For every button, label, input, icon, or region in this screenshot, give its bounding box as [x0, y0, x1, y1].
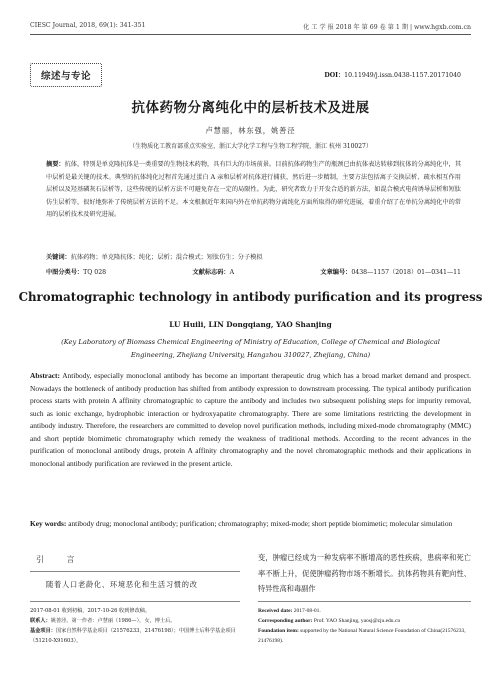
footnote-received-cn: 2017-08-01 收到初稿，2017-10-26 收到修改稿。	[30, 608, 151, 614]
doc-code-item	[192, 267, 234, 276]
keywords-cn-text: 抗体药物；单克隆抗体；纯化；层析；混合模式；短肽仿生；分子模拟	[70, 254, 263, 261]
abstract-cn	[46, 159, 461, 222]
fund-text-cn: 国家自然科学基金项目（21576233，21476198）；中国博士后科学基金项目（51210-X91603）。	[30, 628, 236, 644]
article-number-label: 文章编号：	[320, 269, 352, 276]
journal-citation: CIESC Journal, 2018, 69(1): 341-351	[30, 22, 146, 29]
abstract-cn-label: 摘要：	[46, 161, 65, 168]
footnote-rule-left	[30, 601, 240, 602]
received-date: 2017-08-01.	[293, 608, 321, 614]
intro-text-left: 随着人口老龄化、环境恶化和生活习惯的改	[46, 580, 198, 589]
keywords-en-label: Key words:	[30, 519, 67, 528]
keywords-cn	[46, 252, 461, 265]
abstract-en	[30, 370, 471, 470]
journal-citation-cn: 化 工 学 报 2018 年 第 69 卷 第 1 期 | www.hgxb.com.cn	[303, 24, 471, 31]
article-number-value: 0438—1157（2018）01—0341—11	[351, 269, 461, 276]
doc-code-value: A	[229, 269, 235, 276]
footnote-rule-right	[258, 601, 471, 602]
keywords-cn-label: 关键词：	[46, 254, 71, 261]
page-title-en: Chromatographic technology in antibody purification and its progress	[18, 290, 483, 304]
corr-label: Corresponding author:	[258, 618, 313, 624]
classification-row	[46, 267, 461, 276]
affiliation-en: (Key Laboratory of Biomass Chemical Engineering of Ministry of Education, College of Chemical and Biological Engineering, Zhejiang University, Hangzhou 310027, Zhejiang, China)	[61, 338, 440, 359]
abstract-en-text: Antibody, especially monoclonal antibody has become an important therapeutic drug which has a broad market demand and prospect. Nowadays the bottleneck of antibody production has shifted from antibody expression to downstream processing. The typical antibody purification process starts with protein A affinity chromatographic to capture the antibody and includes two subsequent polishing steps for impurity removal, such as ionic exchange, hydrophobic interaction or hydroxyapatite chromatography. There are some limitations restricting the development in antibody industry. Therefore, the researchers are committed to develop novel purification methods, including mixed-mode chromatography (MMC) and short peptide biomimetic chromatography which remedy the weakness of traditional methods. According to the recent advances in the purification of monoclonal antibody drugs, protein A affinity chromatography and the novel chromatographic methods and their applications in monoclonal antibody purification are reviewed in the present article.	[30, 371, 471, 468]
keywords-en	[30, 518, 471, 531]
fund-text-en: supported by the National Natural Science Foundation of China(21576233, 21476198).	[258, 628, 466, 644]
contact-label: 联系人：	[30, 618, 51, 624]
footnote-contact-cn	[30, 616, 242, 626]
doi-value[interactable]: 10.11949/j.issn.0438-1157.20171040	[344, 72, 461, 79]
journal-header	[30, 22, 471, 35]
section-badge	[30, 63, 102, 87]
article-number-item	[320, 267, 461, 276]
received-label: Received date:	[258, 608, 293, 614]
footnote-fund-en	[258, 626, 471, 646]
authors-cn: 卢慧丽，林东强，姚善泾	[205, 126, 296, 135]
abstract-en-label: Abstract:	[30, 371, 60, 380]
contact-text: 姚善泾。第一作者：卢慧丽（1986—），女，博士后。	[50, 618, 176, 624]
badge-label: 综述与专论	[40, 71, 91, 82]
fund-label-cn: 基金项目：	[30, 628, 56, 634]
clc-label: 中图分类号：	[46, 269, 84, 276]
footnote-corr-en	[258, 616, 471, 626]
clc-item	[46, 267, 106, 276]
corr-text: Prof. YAO Shanjing, yaosj@zju.edu.cn	[313, 618, 401, 624]
intro-divider	[30, 571, 240, 572]
page-title-cn: 抗体药物分离纯化中的层析技术及进展	[131, 100, 370, 116]
abstract-cn-text: 抗体，特别是单克隆抗体是一类重要的生物技术药物，具有巨大的市场前景。目前抗体药物生产的瓶颈已由抗体表达转移到抗体的分离纯化中，其中层析是最关键的技术。典型的抗体纯化过程首先通过蛋白 A 亲和层析对抗体进行捕获，然后进一步精制，主要方法包括离子交换层析、疏水相互作用层析以及羟基磷灰石层析等，这些传统的层析方法不可避免存在一定的局限性。为此，研究者致力于开发合适的新方法，如混合模式电荷诱导层析和短肽仿生层析等，很好地弥补了传统层析方法的不足。本文根据近年来国内外在单抗药物分离纯化方面所取得的研究进展，着重介绍了在单抗分离纯化中的常用的层析技术及研究进展。	[46, 161, 462, 218]
footnote-cn	[30, 606, 242, 646]
keywords-en-text: antibody drug; monoclonal antibody; purification; chromatography; mixed-mode; short peptide biomimetic; molecular simulation	[68, 519, 453, 528]
affiliation-cn: （生物质化工教育部重点实验室，浙江大学化学工程与生物工程学院，浙江 杭州 310027）	[129, 143, 372, 150]
footnote-received-en	[258, 606, 471, 616]
doi-line	[324, 70, 461, 79]
doc-code-label: 文献标志码：	[192, 269, 230, 276]
clc-value: TQ 028	[83, 269, 107, 276]
footnote-fund-cn	[30, 626, 242, 646]
intro-text-right: 变，肿瘤已经成为一种发病率不断增高的恶性疾病，患病率和死亡率不断上升，促使肿瘤药物市场不断增长。抗体药物具有靶向性、特异性高和毒副作	[258, 553, 471, 593]
intro-heading: 引 言	[36, 555, 85, 564]
authors-en: LU Huili, LIN Dongqiang, YAO Shanjing	[169, 320, 332, 329]
footnote-en	[258, 606, 471, 646]
doi-label: DOI：	[324, 72, 345, 79]
fund-label-en: Foundation item:	[258, 628, 299, 634]
